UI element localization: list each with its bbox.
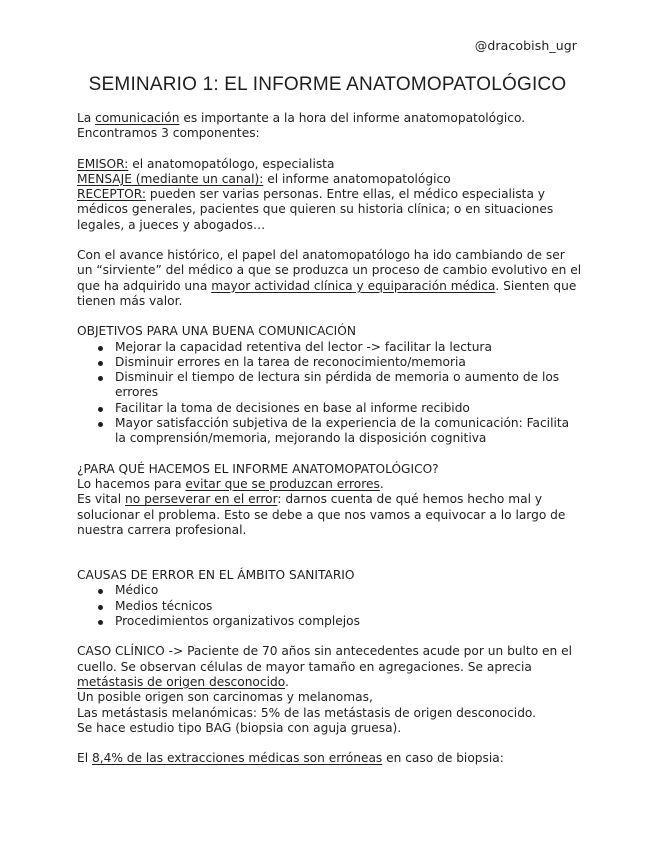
component-mensaje bbox=[77, 172, 582, 187]
why-underlined: evitar que se produzcan errores bbox=[185, 476, 380, 491]
why-underlined: no perseverar en el error bbox=[125, 492, 278, 507]
component-label: RECEPTOR: bbox=[77, 187, 146, 202]
case-line4: Se hace estudio tipo BAG (biopsia con aguja gruesa). bbox=[77, 720, 402, 735]
why-heading: ¿PARA QUÉ HACEMOS EL INFORME ANATOMOPATOLÓGICO? bbox=[77, 461, 439, 476]
why-text-after: : darnos cuenta de qué hemos hecho mal y solucionar el problema. Esto se debe a que nos vamos a equivocar a lo largo de nuestra carrera profesional. bbox=[77, 492, 566, 537]
why-line2 bbox=[77, 492, 582, 538]
page-title: SEMINARIO 1: EL INFORME ANATOMOPATOLÓGICO bbox=[88, 74, 567, 95]
why-text: Lo hacemos para bbox=[77, 476, 186, 491]
last-text: El bbox=[77, 751, 92, 766]
intro-suffix: es importante a la hora del informe anatomopatológico. bbox=[179, 111, 526, 125]
causes-list bbox=[77, 583, 582, 629]
history-paragraph bbox=[77, 248, 582, 309]
intro-line2: Encontramos 3 componentes: bbox=[77, 126, 260, 141]
intro-paragraph bbox=[77, 111, 582, 142]
last-underlined: 8,4% de las extracciones médicas son erróneas bbox=[91, 751, 383, 766]
component-receptor bbox=[77, 187, 582, 233]
component-label: EMISOR: bbox=[77, 156, 129, 171]
component-text: el informe anatomopatológico bbox=[263, 171, 451, 186]
list-item: Medios técnicos bbox=[77, 599, 582, 614]
causes-heading: CAUSAS DE ERROR EN EL ÁMBITO SANITARIO bbox=[77, 568, 355, 583]
component-text: el anatomopatólogo, especialista bbox=[128, 156, 335, 171]
history-after: . Sienten que tienen más valor. bbox=[77, 278, 577, 308]
intro-underlined: comunicación bbox=[95, 111, 180, 125]
why-line1 bbox=[77, 477, 582, 492]
why-text-after: . bbox=[379, 476, 384, 491]
objectives-list bbox=[77, 340, 582, 447]
author-handle: @dracobish_ugr bbox=[474, 38, 577, 53]
history-underlined: mayor actividad clínica y equiparación médica bbox=[211, 278, 496, 293]
objectives-heading: OBJETIVOS PARA UNA BUENA COMUNICACIÓN bbox=[77, 324, 356, 339]
list-item: Disminuir el tiempo de lectura sin pérdida de memoria o aumento de los errores bbox=[77, 370, 582, 401]
case-line3: Las metástasis melanómicas: 5% de las metástasis de origen desconocido. bbox=[77, 705, 537, 720]
component-emisor bbox=[77, 157, 582, 172]
case-line2: Un posible origen son carcinomas y melanomas, bbox=[77, 690, 373, 705]
case-paragraph bbox=[77, 644, 582, 690]
case-after: . bbox=[284, 674, 289, 689]
last-after: en caso de biopsia: bbox=[382, 751, 504, 766]
why-text: Es vital bbox=[77, 492, 126, 507]
list-item: Disminuir errores en la tarea de reconocimiento/memoria bbox=[77, 355, 582, 370]
document-body bbox=[77, 111, 582, 766]
list-item: Mayor satisfacción subjetiva de la experiencia de la comunicación: Facilita la comprensión/memoria, mejorando la disposición cognitiva bbox=[77, 416, 582, 447]
case-text: CASO CLÍNICO -> Paciente de 70 años sin antecedentes acude por un bulto en el cuello. Se observan células de mayor tamaño en agregaciones. Se aprecia bbox=[77, 644, 573, 674]
list-item: Mejorar la capacidad retentiva del lector -> facilitar la lectura bbox=[77, 340, 582, 355]
list-item: Facilitar la toma de decisiones en base al informe recibido bbox=[77, 401, 582, 416]
component-label: MENSAJE (mediante un canal): bbox=[77, 171, 264, 186]
last-paragraph bbox=[77, 751, 582, 766]
intro-prefix: La bbox=[77, 111, 96, 125]
list-item: Procedimientos organizativos complejos bbox=[77, 614, 582, 629]
history-text: Con el avance histórico, el papel del anatomopatólogo ha ido cambiando de ser un “sirviente” del médico a que se produzca un proceso de cambio evolutivo en el que ha adquirido una bbox=[77, 248, 582, 293]
list-item: Médico bbox=[77, 583, 582, 598]
case-underlined: metástasis de origen desconocido bbox=[77, 674, 285, 689]
component-text: pueden ser varias personas. Entre ellas, el médico especialista y médicos generales, pacientes que quieren su historia clínica; o en situaciones legales, a jueces y abogados… bbox=[77, 187, 554, 232]
